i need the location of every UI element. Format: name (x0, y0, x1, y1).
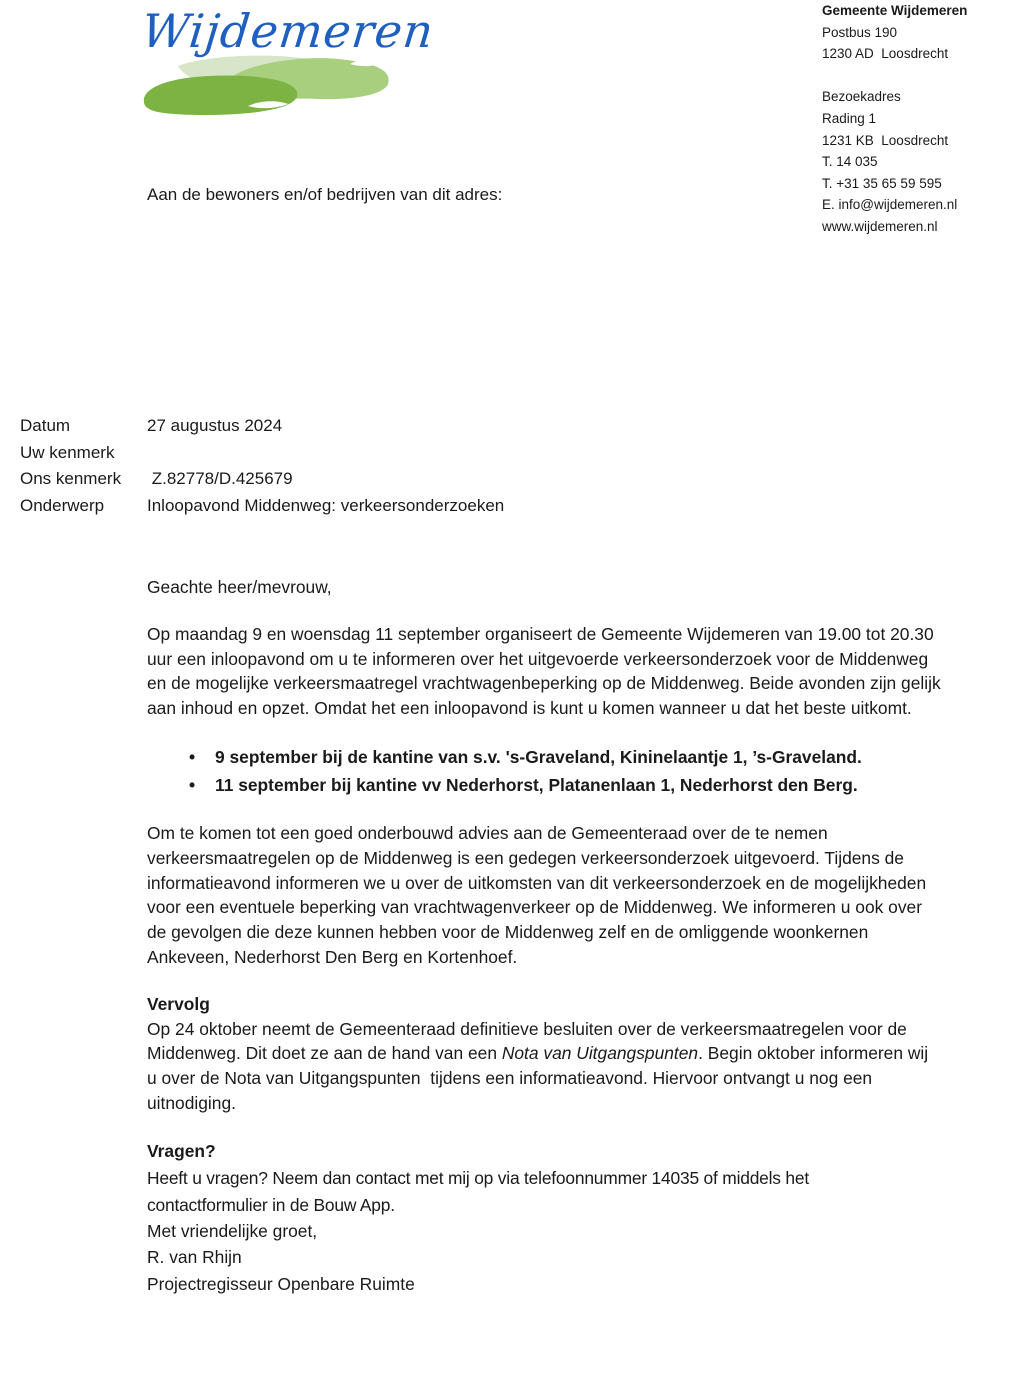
salutation: Geachte heer/mevrouw, (147, 577, 332, 597)
bullet-icon: • (189, 746, 196, 767)
text-line: de gevolgen die deze kunnen hebben voor de Middenweg zelf en de omliggende woonkernen (147, 922, 869, 943)
text-line: Heeft u vragen? Neem dan contact met mij op via telefoonnummer 14035 of middels het (147, 1167, 810, 1188)
postal-line: 1230 AD Loosdrecht (822, 46, 949, 62)
text-line: Op 24 oktober neemt de Gemeenteraad definitieve besluiten over de verkeersmaatregelen voor de (147, 1018, 907, 1039)
closing: Met vriendelijke groet, (147, 1220, 318, 1241)
event-text: 11 september bij kantine vv Nederhorst, Platanenlaan 1, Nederhorst den Berg. (215, 774, 858, 795)
text-segment: Middenweg. Dit doet ze aan de hand van een (147, 1043, 502, 1064)
text-line: u over de Nota van Uitgangspunten tijdens een informatieavond. Hiervoor ontvangt u nog een (147, 1068, 873, 1089)
wijdemeren-logo (138, 4, 437, 116)
meta-label: Uw kenmerk (20, 442, 115, 462)
bullet-icon: • (189, 774, 196, 795)
signatory-title: Projectregisseur Openbare Ruimte (147, 1273, 415, 1294)
visit-city: 1231 KB Loosdrecht (822, 132, 949, 148)
text-segment: . Begin oktober informeren wij (698, 1043, 929, 1064)
meta-label: Onderwerp (20, 496, 105, 516)
text-line: uitnodiging. (147, 1092, 236, 1113)
section-heading: Vragen? (147, 1140, 216, 1161)
meta-value: 27 augustus 2024 (147, 416, 283, 436)
intro-paragraph (147, 622, 1007, 721)
text-line: voor een eventuele beperking van vrachtwagenverkeer op de Middenweg. We informeren u ook over (147, 897, 922, 918)
visit-address-label: Bezoekadres (822, 89, 901, 105)
text-line (147, 1041, 1007, 1066)
website-link[interactable]: www.wijdemeren.nl (822, 218, 938, 234)
sender-name: Gemeente Wijdemeren (822, 3, 968, 18)
section-heading: Vervolg (147, 993, 210, 1014)
event-item (147, 771, 1007, 799)
signatory-name: R. van Rhijn (147, 1246, 242, 1267)
event-item (147, 743, 1007, 771)
text-line: informatieavond informeren we u over de uitkomsten van dit verkeersonderzoek en de mogelijkheden (147, 872, 927, 893)
postal-line: Postbus 190 (822, 24, 898, 40)
text-line: Op maandag 9 en woensdag 11 september organiseert de Gemeente Wijdemeren van 19.00 tot 20.30 (147, 623, 934, 644)
signature-block (147, 1244, 1007, 1298)
visit-street: Rading 1 (822, 110, 877, 126)
vervolg-section (147, 992, 1007, 1116)
event-text: 9 september bij de kantine van s.v. 's-Graveland, Kininelaantje 1, ’s-Graveland. (215, 746, 862, 767)
text-line: aan inhoud en opzet. Omdat het een inloopavond is kunt u komen wanneer u dat het beste uitkomt. (147, 698, 912, 719)
meta-row-date (20, 413, 504, 440)
meta-value: Inloopavond Middenweg: verkeersonderzoeken (147, 496, 505, 516)
letter-metadata (20, 413, 504, 519)
recipient-line: Aan de bewoners en/of bedrijven van dit adres: (147, 185, 503, 204)
meta-label: Ons kenmerk (20, 469, 122, 489)
email-link[interactable]: E. info@wijdemeren.nl (822, 197, 958, 213)
phone-international: T. +31 35 65 59 595 (822, 175, 942, 191)
sender-address-block (822, 0, 967, 238)
text-line: en de mogelijke verkeersmaatregel vrachtwagenbeperking op de Middenweg. Beide avonden zijn gelijk (147, 673, 941, 694)
vragen-section (147, 1138, 1007, 1219)
text-line: Om te komen tot een goed onderbouwd advies aan de Gemeenteraad over de te nemen (147, 822, 828, 843)
text-line: Ankeveen, Nederhorst Den Berg en Kortenhoef. (147, 946, 518, 967)
meta-row-your-reference (20, 440, 504, 467)
meta-row-subject (20, 493, 504, 520)
text-line: verkeersmaatregelen op de Middenweg is een gedegen verkeersonderzoek uitgevoerd. Tijdens de (147, 847, 904, 868)
nota-title: Nota van Uitgangspunten (501, 1043, 699, 1064)
text-line: uur een inloopavond om u te informeren over het uitgevoerde verkeersonderzoek voor de Middenweg (147, 648, 929, 669)
phone-short: T. 14 035 (822, 154, 878, 170)
body-paragraph (147, 821, 1007, 970)
letter-body (147, 575, 1007, 1298)
event-list (147, 743, 1007, 799)
meta-label: Datum (20, 416, 71, 436)
meta-row-our-reference (20, 466, 504, 493)
logo-wordmark: Wijdemeren (139, 4, 437, 58)
text-line: contactformulier in de Bouw App. (147, 1194, 395, 1215)
meta-value: Z.82778/D.425679 (147, 469, 293, 489)
